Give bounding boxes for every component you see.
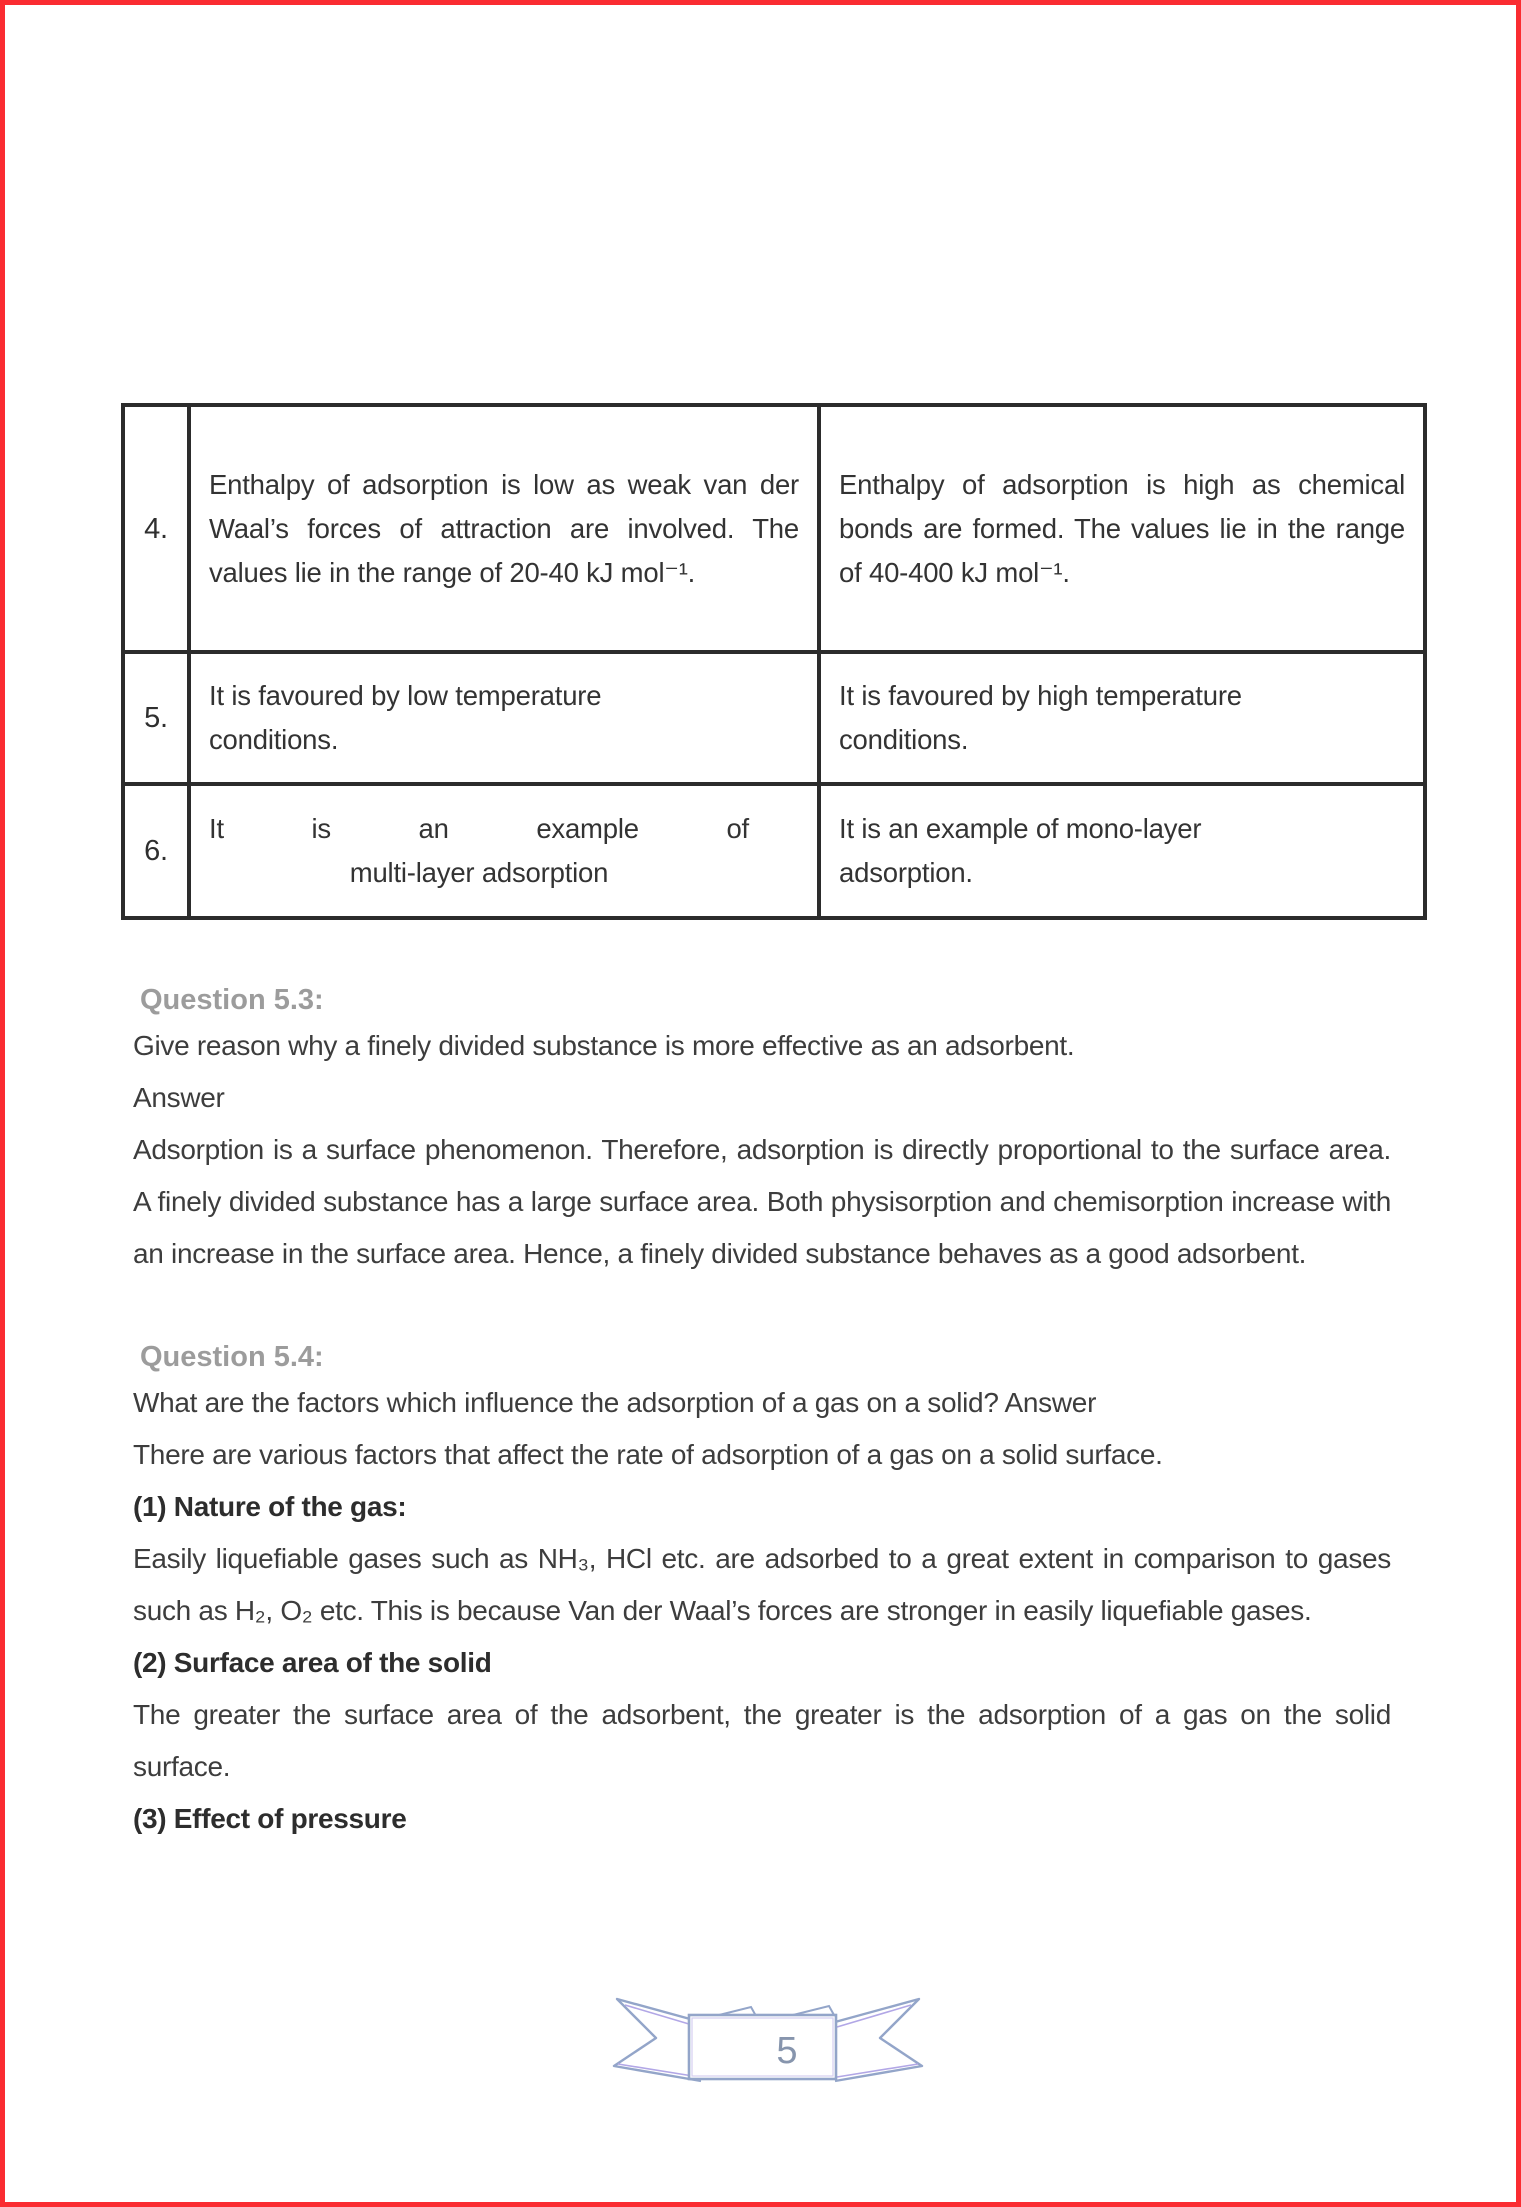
cell-text: Enthalpy of adsorption is high as chemical bonds are formed. The values lie in the range of 40-400 kJ mol⁻¹. bbox=[839, 468, 1405, 588]
point-2-body: The greater the surface area of the adsorbent, the greater is the adsorption of a gas on the solid surface. bbox=[133, 1699, 1391, 1782]
cell-text-line2: multi-layer adsorption bbox=[349, 857, 609, 888]
table-cell-physisorption-6 bbox=[187, 782, 817, 916]
table-cell-physisorption-5 bbox=[187, 650, 817, 782]
point-3-title: (3) Effect of pressure bbox=[133, 1803, 407, 1834]
question-5-4-heading: Question 5.4: bbox=[140, 1341, 324, 1373]
answer-5-3-paragraph: Adsorption is a surface phenomenon. Therefore, adsorption is directly proportional to the surface area. A finely divided substance has a large surface area. Both physisorption and chemisorption increase with an increase in the surface area. Hence, a finely divided substance behaves as a good adsorbent. bbox=[133, 1134, 1391, 1269]
point-2-title: (2) Surface area of the solid bbox=[133, 1647, 492, 1678]
cell-text: Enthalpy of adsorption is low as weak van der Waal’s forces of attraction are involved. The values lie in the range of 20-40 kJ mol⁻¹. bbox=[209, 468, 799, 588]
page-number: 5 bbox=[776, 2030, 798, 2072]
question-5-3-heading: Question 5.3: bbox=[140, 984, 324, 1016]
cell-text: It is favoured by high temperature conditions. bbox=[839, 680, 1242, 755]
table-cell-chemisorption-4 bbox=[817, 407, 1423, 650]
table-row-number: 6. bbox=[125, 782, 187, 916]
table-row-number: 4. bbox=[144, 512, 168, 545]
table-cell-physisorption-4 bbox=[187, 407, 817, 650]
page-number-banner bbox=[601, 1986, 935, 2098]
cell-text bbox=[209, 807, 749, 895]
table-cell-chemisorption-5 bbox=[817, 650, 1423, 782]
answer-label: Answer bbox=[133, 1082, 225, 1113]
comparison-table bbox=[121, 403, 1427, 920]
cell-text: It is favoured by low temperature conditions. bbox=[209, 680, 602, 755]
answer-5-4-intro: There are various factors that affect the rate of adsorption of a gas on a solid surface. bbox=[133, 1439, 1163, 1470]
table-cell-chemisorption-6 bbox=[817, 782, 1423, 916]
cell-text-line1: It is an example of bbox=[209, 813, 749, 844]
point-1-title: (1) Nature of the gas: bbox=[133, 1491, 407, 1522]
question-5-3-text: Give reason why a finely divided substance is more effective as an adsorbent. bbox=[133, 1030, 1075, 1061]
cell-text: It is an example of mono-layer adsorption. bbox=[839, 813, 1202, 888]
table-row-number: 5. bbox=[125, 650, 187, 782]
ribbon-icon bbox=[601, 1986, 935, 2098]
point-1-body: Easily liquefiable gases such as NH₃, HCl etc. are adsorbed to a great extent in comparison to gases such as H₂, O₂ etc. This is because Van der Waal’s forces are stronger in easily liquefiable gases. bbox=[133, 1543, 1391, 1626]
question-5-4-text: What are the factors which influence the adsorption of a gas on a solid? Answer bbox=[133, 1387, 1097, 1418]
qa-content bbox=[133, 980, 1391, 1845]
